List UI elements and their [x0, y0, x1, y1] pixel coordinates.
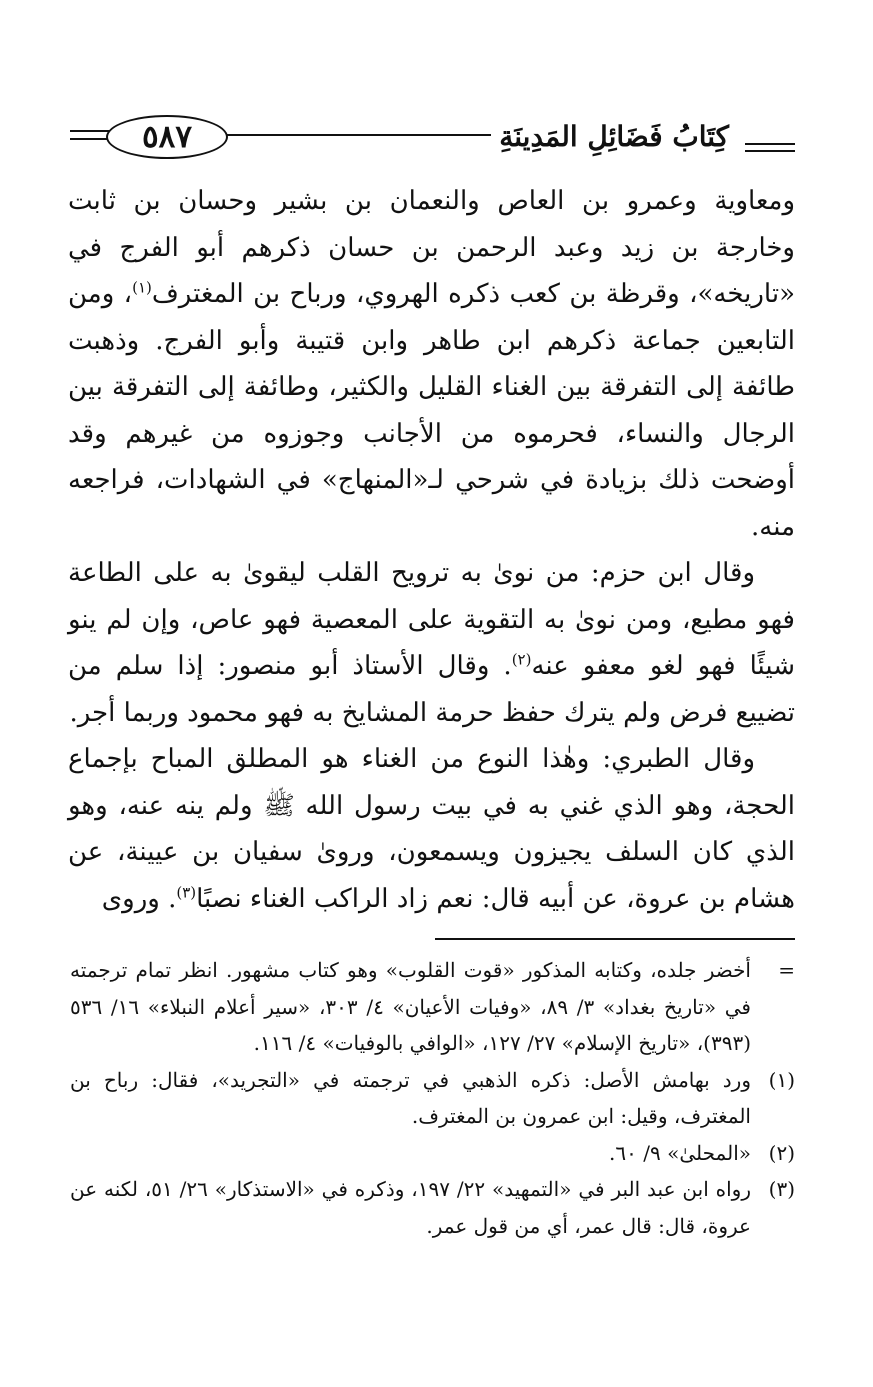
- footnote-continuation: [70, 952, 795, 1062]
- footnote-2-text: «المحلىٰ» ٩/ ٦٠.: [609, 1140, 751, 1165]
- header-rule-right-top: [745, 143, 795, 145]
- paragraph-1: [68, 178, 795, 550]
- footnote-ref-1: (١): [132, 278, 152, 297]
- footnote-1: [70, 1062, 795, 1135]
- footnote-3-mark: (٣): [768, 1177, 795, 1201]
- header-rule-left-bottom: [70, 138, 110, 140]
- paragraph-2-text-b: . وقال الأستاذ أبو منصور: إذا سلم من تضييع فرض ولم يترك حفظ حرمة المشايخ به فهو محمود وربما أجر.: [68, 651, 795, 728]
- footnote-2: [70, 1135, 795, 1172]
- paragraph-2-text-a: وقال ابن حزم: من نوىٰ به ترويح القلب ليقوىٰ به على الطاعة فهو مطيع، ومن نوىٰ به التقوية على المعصية فهو عاص، وإن لم ينو شيئًا فهو لغو معفو عنه: [68, 558, 795, 681]
- footnote-1-text: ورد بهامش الأصل: ذكره الذهبي في ترجمته في «التجريد»، فقال: رباح بن المغترف، وقيل: ابن عمرون بن المغترف.: [70, 1067, 751, 1128]
- footnote-continuation-text: أخضر جلده، وكتابه المذكور «قوت القلوب» وهو كتاب مشهور. انظر تمام ترجمته في «تاريخ بغداد» ٣/ ٨٩، «وفيات الأعيان» ٤/ ٣٠٣، «سير أعلام النبلاء» ١٦/ ٥٣٦ (٣٩٣)، «تاريخ الإسلام» ٢٧/ ١٢٧، «الوافي بالوفيات» ٤/ ١١٦.: [70, 958, 751, 1055]
- footnote-ref-2: (٢): [511, 650, 532, 669]
- paragraph-1-text-a: ومعاوية وعمرو بن العاص والنعمان بن بشير وحسان بن ثابت وخارجة بن زيد وعبد الرحمن بن حسان ذكرهم أبو الفرج في «تاريخه»، وقرظة بن كعب ذكره الهروي، ورباح بن المغترف: [68, 186, 795, 309]
- footnote-1-mark: (١): [768, 1067, 795, 1092]
- paragraph-2: [68, 550, 795, 736]
- running-title: كِتَابُ فَضَائِلِ المَدِينَةِ: [491, 120, 737, 153]
- footnote-3-text: رواه ابن عبد البر في «التمهيد» ٢٢/ ١٩٧، وذكره في «الاستذكار» ٢٦/ ٥١، لكنه عن عروة، قال: قال عمر، أي من قول عمر.: [70, 1177, 751, 1238]
- paragraph-1-text-b: ، ومن التابعين جماعة ذكرهم ابن طاهر وابن قتيبة وأبو الفرج. وذهبت طائفة إلى التفرقة بين الغناء القليل والكثير، وطائفة إلى التفرقة بين الرجال والنساء، فحرموه من الأجانب وجوزوه من غيرهم وقد أوضحت ذلك بزيادة في شرحي لـ«المنهاج» في الشهادات، فراجعه منه.: [68, 279, 795, 542]
- main-text: [68, 178, 795, 922]
- footnote-2-mark: (٢): [768, 1140, 795, 1165]
- footnote-continuation-mark: =: [778, 958, 795, 982]
- paragraph-3-text-a: وقال الطبري: وهٰذا النوع من الغناء هو المطلق المباح بإجماع الحجة، وهو الذي غني به في بيت رسول الله ﷺ ولم ينه عنه، وهو الذي كان السلف يجيزون ويسمعون، وروىٰ سفيان بن عيينة، عن هشام بن عروة، عن أبيه قال: نعم زاد الراكب الغناء نصبًا: [68, 744, 795, 914]
- header-rule-left-top: [70, 130, 110, 132]
- page-number: ٥٨٧: [106, 115, 228, 159]
- paragraph-3: [68, 736, 795, 922]
- page-header: [68, 112, 795, 162]
- footnote-3: [70, 1171, 795, 1244]
- footnote-separator: [435, 938, 795, 940]
- footnote-ref-3: (٣): [176, 882, 197, 901]
- footnotes: [70, 952, 795, 1244]
- header-rule-right-bottom: [745, 150, 795, 152]
- paragraph-3-text-b: . وروى: [101, 883, 177, 914]
